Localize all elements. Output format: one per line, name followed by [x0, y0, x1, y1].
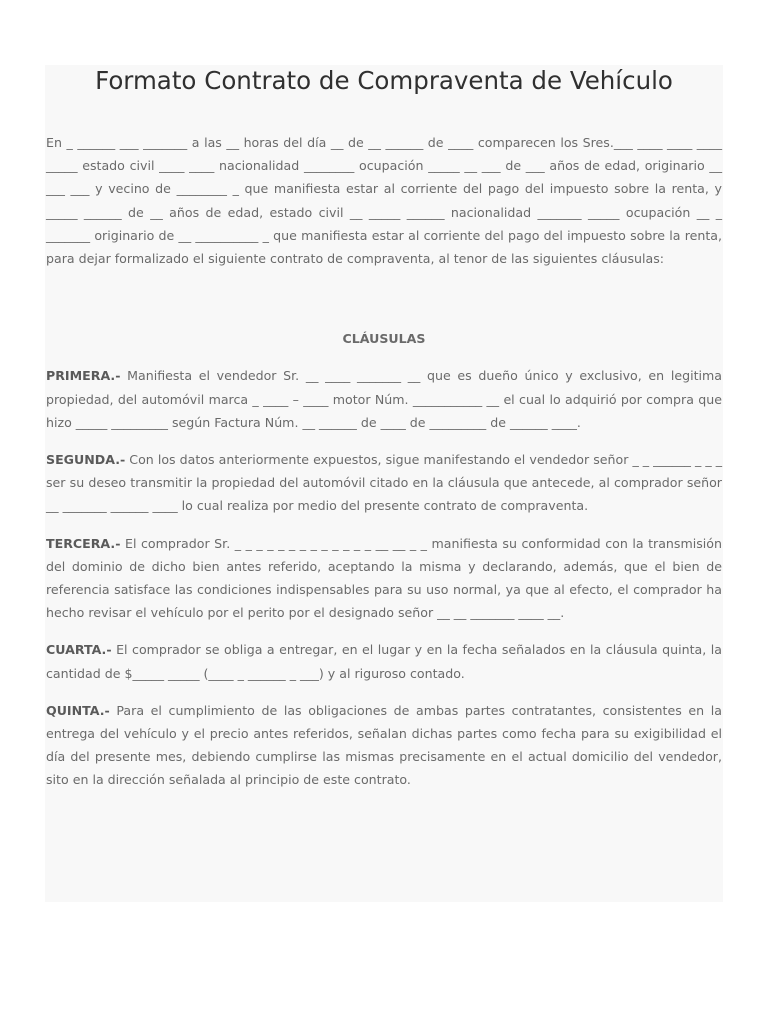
clause-tercera [46, 532, 722, 625]
clause-quinta [46, 699, 722, 792]
document-title: Formato Contrato de Compraventa de Vehículo [95, 66, 673, 95]
clause-text: El comprador Sr. _ _ _ _ _ _ _ _ _ _ _ _ _ __ __ _ _ manifiesta su conformidad con la transmisión del dominio de dicho bien antes referido, aceptando la misma y declarando, además, que el bien de referencia satisface las condiciones indispensables para su uso normal, ya que al efecto, el comprador ha hecho revisar el vehículo por el perito por el designado señor __ __ _______ ____ __. [46, 535, 722, 621]
clause-label: TERCERA.- [46, 535, 121, 551]
clause-primera [46, 364, 722, 434]
clause-label: SEGUNDA.- [46, 452, 126, 468]
clauses-heading: CLÁUSULAS [342, 331, 426, 347]
clause-cuarta [46, 638, 722, 684]
clause-text: Manifiesta el vendedor Sr. __ ____ _______ __ que es dueño único y exclusivo, en legitima propiedad, del automóvil marca _ ____ – ____ motor Núm. ___________ __ el cual lo adquirió por compra que hizo _____ _________ según Factura Núm. __ ______ de ____ de _________ de ______ ____. [46, 368, 722, 430]
clause-text: Con los datos anteriormente expuestos, sigue manifestando el vendedor señor _ _ ______ _ _ _ ser su deseo transmitir la propiedad del automóvil citado en la cláusula que antecede, al comprador señor __ _______ ______ ____ lo cual realiza por medio del presente contrato de compraventa. [46, 452, 722, 514]
clause-text: Para el cumplimiento de las obligaciones de ambas partes contratantes, consistentes en la entrega del vehículo y el precio antes referidos, señalan dichas partes como fecha para su exigibilidad el día del presente mes, debiendo cumplirse las mismas precisamente en el actual domicilio del vendedor, sito en la dirección señalada al principio de este contrato. [46, 702, 722, 788]
clause-label: PRIMERA.- [46, 368, 121, 384]
clause-label: QUINTA.- [46, 702, 110, 718]
document-page [45, 65, 723, 902]
clause-label: CUARTA.- [46, 642, 112, 658]
clause-text: El comprador se obliga a entregar, en el lugar y en la fecha señalados en la cláusula quinta, la cantidad de $_____ _____ (____ _ ______ _ ___) y al riguroso contado. [46, 642, 722, 681]
intro-paragraph: En _ ______ ___ _______ a las __ horas del día __ de __ ______ de ____ comparecen los Sres.___ ____ ____ ____ _____ estado civil ____ ____ nacionalidad ________ ocupación _____ __ ___ de ___ años de edad, originario __ ___ ___ y vecino de ________ _ que manifiesta estar al corriente del pago del impuesto sobre la renta, y _____ ______ de __ años de edad, estado civil __ _____ ______ nacionalidad _______ _____ ocupación __ _ _______ originario de __ __________ _ que manifiesta estar al corriente del pago del impuesto sobre la renta, para dejar formalizado el siguiente contrato de compraventa, al tenor de las siguientes cláusulas: [46, 135, 722, 267]
clause-segunda [46, 448, 722, 518]
